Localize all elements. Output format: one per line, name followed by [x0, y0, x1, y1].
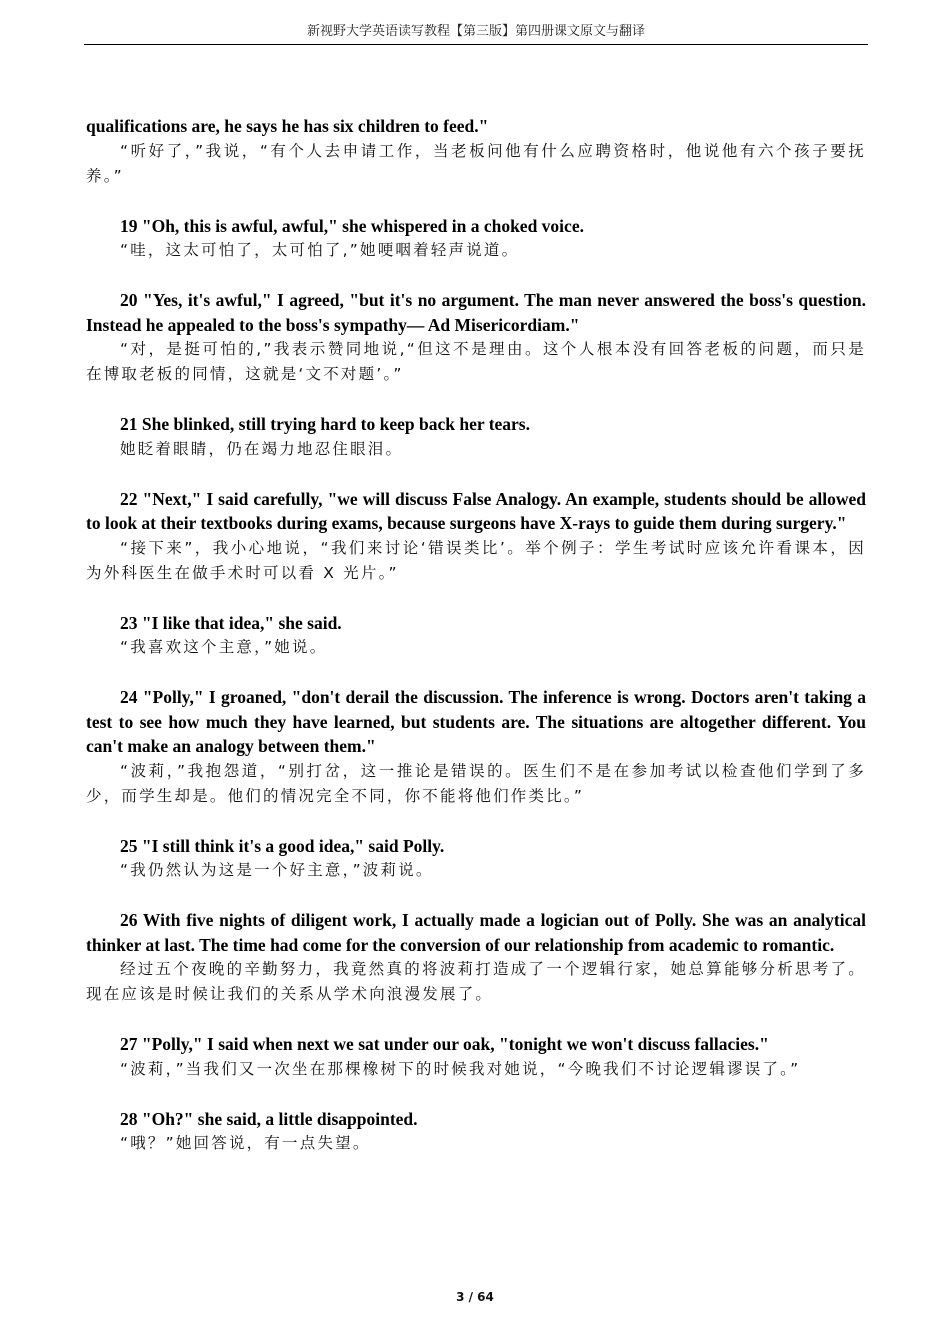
english-text: 28 "Oh?" she said, a little disappointed.: [120, 1108, 418, 1129]
paragraph-22: [86, 487, 866, 586]
paragraph-24: [86, 685, 866, 809]
english-text: 20 "Yes, it's awful," I agreed, "but it's no argument. The man never answered the boss's question. Instead he appealed to the boss's sympathy— Ad Misericordiam.": [86, 290, 866, 335]
document-body: [86, 114, 866, 1181]
english-text: qualifications are, he says he has six children to feed.": [86, 116, 489, 136]
paragraph-21: [86, 412, 866, 462]
paragraph-28: [86, 1107, 866, 1157]
paragraph-continuation: [86, 114, 866, 189]
page-number: 3 / 64: [456, 1290, 494, 1304]
paragraph-25: [86, 834, 866, 884]
english-text: 23 "I like that idea," she said.: [120, 612, 342, 633]
english-text: 19 "Oh, this is awful, awful," she whispered in a choked voice.: [120, 215, 584, 236]
english-text: 22 "Next," I said carefully, "we will discuss False Analogy. An example, students should be allowed to look at their textbooks during exams, because surgeons have X-rays to guide them during surgery.": [86, 488, 866, 533]
chinese-translation: “对，是挺可怕的,”我表示赞同地说,“但这不是理由。这个人根本没有回答老板的问题，而只是在博取老板的同情，这就是‘文不对题’。”: [86, 340, 866, 383]
paragraph-27: [86, 1032, 866, 1082]
chinese-translation: “波莉，”我抱怨道，“别打岔，这一推论是错误的。医生们不是在参加考试以检查他们学到了多少，而学生却是。他们的情况完全不同，你不能将他们作类比。”: [86, 761, 866, 805]
paragraph-26: [86, 908, 866, 1007]
chinese-translation: 经过五个夜晚的辛勤努力，我竟然真的将波莉打造成了一个逻辑行家，她总算能够分析思考了。现在应该是时候让我们的关系从学术向浪漫发展了。: [86, 960, 866, 1003]
paragraph-23: [86, 611, 866, 661]
paragraph-20: [86, 288, 866, 387]
english-text: 25 "I still think it's a good idea," said Polly.: [120, 835, 445, 856]
chinese-translation: “我仍然认为这是一个好主意，”波莉说。: [120, 861, 434, 879]
english-text: 24 "Polly," I groaned, "don't derail the discussion. The inference is wrong. Doctors aren't taking a test to see how much they have learned, but students are. The situations are altogether different. You can't make an analogy between them.": [86, 687, 866, 756]
page-header: 新视野大学英语读写教程【第三版】第四册课文原文与翻译: [84, 24, 868, 45]
paragraph-19: [86, 214, 866, 264]
chinese-translation: “接下来”，我小心地说，“我们来讨论‘错误类比’。举个例子：学生考试时应该允许看课本，因为外科医生在做手术时可以看 X 光片。”: [86, 538, 866, 582]
english-text: 26 With five nights of diligent work, I actually made a logician out of Polly. She was an analytical thinker at last. The time had come for the conversion of our relationship from academic to romantic.: [86, 910, 866, 955]
english-text: 21 She blinked, still trying hard to keep back her tears.: [120, 414, 530, 434]
english-text: 27 "Polly," I said when next we sat under our oak, "tonight we won't discuss fallacies.": [120, 1034, 769, 1054]
chinese-translation: “哇，这太可怕了，太可怕了,”她哽咽着轻声说道。: [120, 241, 520, 259]
chinese-translation: “哦？”她回答说，有一点失望。: [120, 1134, 371, 1152]
chinese-translation: “波莉，”当我们又一次坐在那棵橡树下的时候我对她说，“今晚我们不讨论逻辑谬误了。”: [120, 1059, 801, 1078]
chinese-translation: “听好了，”我说，“有个人去申请工作，当老板问他有什么应聘资格时，他说他有六个孩子要抚养。”: [86, 141, 866, 185]
chinese-translation: 她眨着眼睛，仍在竭力地忍住眼泪。: [120, 439, 404, 458]
chinese-translation: “我喜欢这个主意，”她说。: [120, 638, 328, 656]
